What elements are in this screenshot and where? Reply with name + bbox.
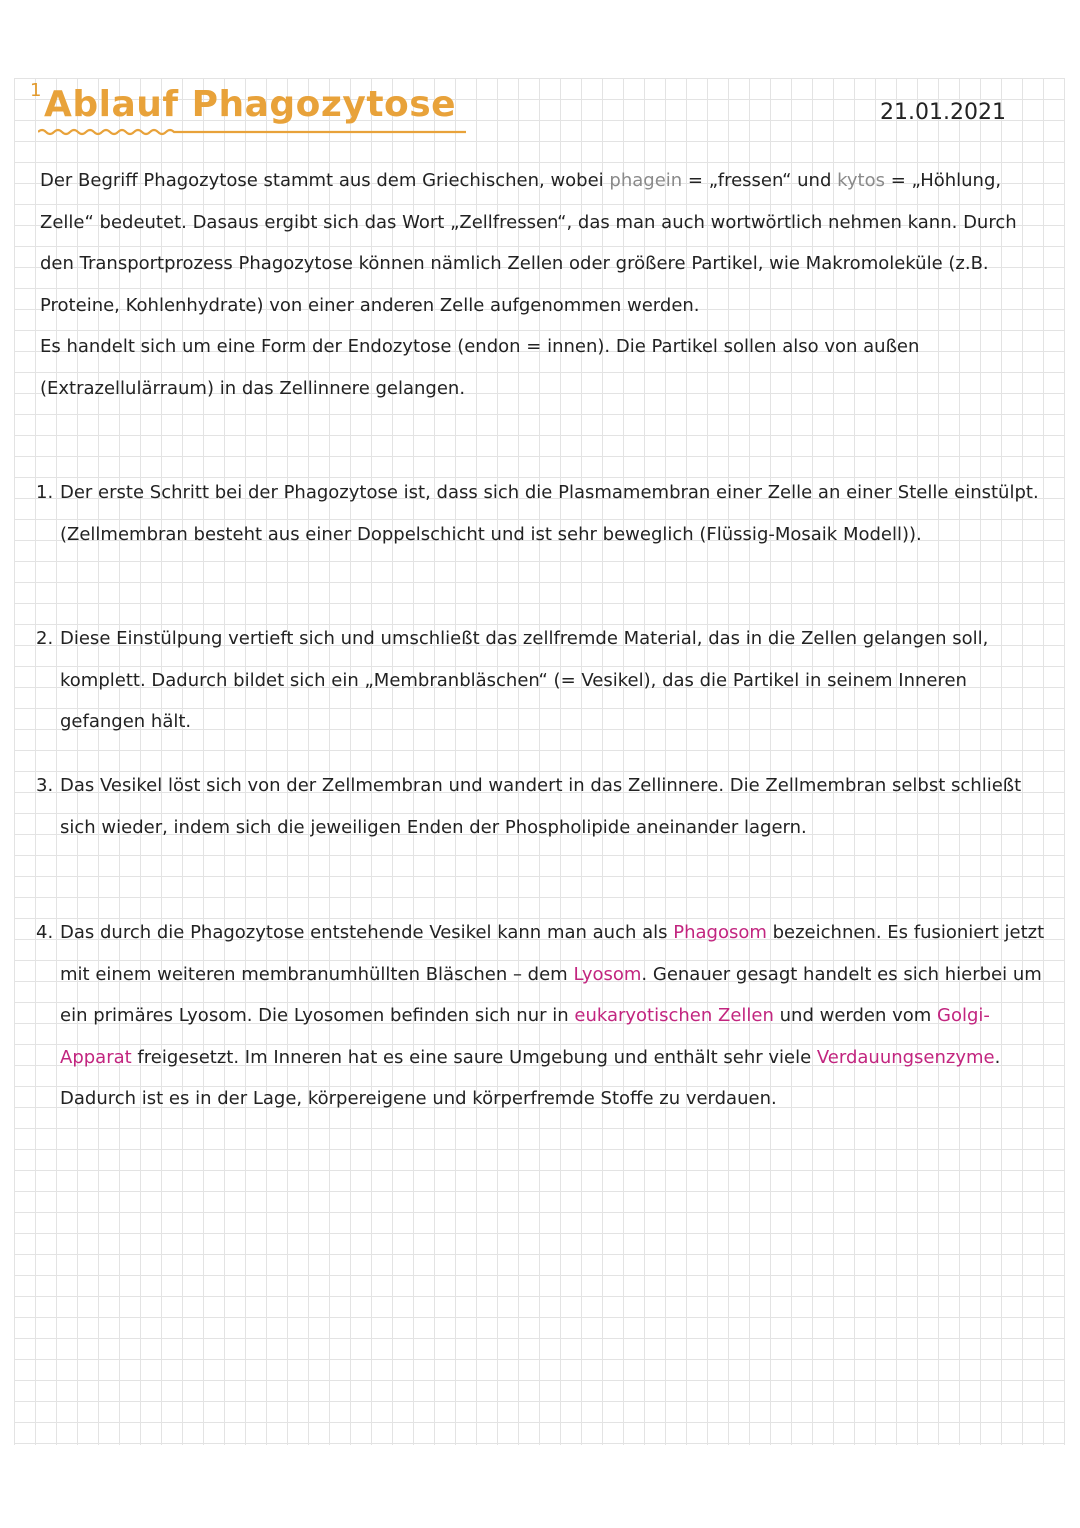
step-item: [36, 618, 1048, 743]
term-golgi-apparat: Golgi-Apparat: [60, 1005, 990, 1068]
page-margin-left: [0, 0, 14, 1528]
step-item: [36, 472, 1048, 555]
note-date: 21.01.2021: [880, 100, 1006, 125]
step-item: [36, 912, 1048, 1120]
term-eukaryotische-zellen: eukaryotischen Zellen: [574, 1005, 774, 1026]
term-phagosom: Phagosom: [673, 922, 767, 943]
title-wavy-underline: [38, 128, 466, 136]
step-number: 2.: [36, 628, 54, 649]
intro-text-4: Es handelt sich um eine Form der Endozytose (endon = innen). Die Partikel sollen also von außen (Extrazellulärraum) in das Zellinnere gelangen.: [40, 336, 920, 399]
intro-text-2: = „fressen“ und: [682, 170, 838, 191]
term-kytos: kytos: [837, 170, 885, 191]
page-margin-top: [0, 0, 1080, 78]
page-margin-bottom: [0, 1445, 1080, 1528]
step4-text-5: freigesetzt. Im Inneren hat es eine saure Umgebung und enthält sehr viele: [131, 1046, 817, 1068]
step4-text-1: Das durch die Phagozytose entstehende Vesikel kann man auch als: [60, 922, 674, 943]
step-text: Das Vesikel löst sich von der Zellmembran und wandert in das Zellinnere. Die Zellmembran selbst schließt sich wieder, indem sich die jeweiligen Enden der Phospholipide aneinander lagern.: [60, 775, 1022, 838]
intro-text-1: Der Begriff Phagozytose stammt aus dem Griechischen, wobei: [40, 170, 610, 191]
intro-text-3: = „Höhlung, Zelle“ bedeutet. Dasaus ergibt sich das Wort „Zellfressen“, das man auch wortwörtlich nehmen kann. Durch den Transportprozess Phagozytose können nämlich Zellen oder größere Partikel, wie Makromoleküle (z.B. Proteine, Kohlenhydrate) von einer anderen Zelle aufgenommen werden.: [40, 170, 1017, 316]
step4-text-4: und werden vom: [773, 1005, 938, 1026]
page-title: Ablauf Phagozytose: [44, 84, 457, 125]
step-text: Diese Einstülpung vertieft sich und umschließt das zellfremde Material, das in die Zellen gelangen soll, komplett. Dadurch bildet sich ein „Membranbläschen“ (= Vesikel), das die Partikel in seinem Inneren gefangen hält.: [60, 628, 989, 732]
term-phagein: phagein: [609, 170, 683, 191]
term-verdauungsenzyme: Verdauungsenzyme: [816, 1046, 995, 1068]
term-lyosom: Lyosom: [573, 963, 642, 985]
step-item: [36, 765, 1048, 848]
step-number: 4.: [36, 922, 54, 943]
step-text: Der erste Schritt bei der Phagozytose ist, dass sich die Plasmamembran einer Zelle an einer Stelle einstülpt. (Zellmembran besteht aus einer Doppelschicht und ist sehr beweglich (Flüssig-Mosaik Modell)).: [60, 482, 1039, 545]
step4-text-2: bezeichnen. Es fusioniert jetzt mit einem weiteren membranumhüllten Bläschen – dem: [60, 922, 1045, 985]
page-margin-right: [1065, 0, 1080, 1528]
step-number: 1.: [36, 482, 54, 503]
step-number: 3.: [36, 775, 54, 796]
step4-text-6: . Dadurch ist es in der Lage, körpereigene und körperfremde Stoffe zu verdauen.: [60, 1046, 1001, 1109]
step-text: [36, 912, 1048, 1120]
step4-text-3: . Genauer gesagt handelt es sich hierbei um ein primäres Lyosom. Die Lyosomen befinden sich nur in: [60, 963, 1042, 1026]
page-number: 1: [30, 80, 42, 101]
intro-paragraph: [40, 160, 1050, 409]
